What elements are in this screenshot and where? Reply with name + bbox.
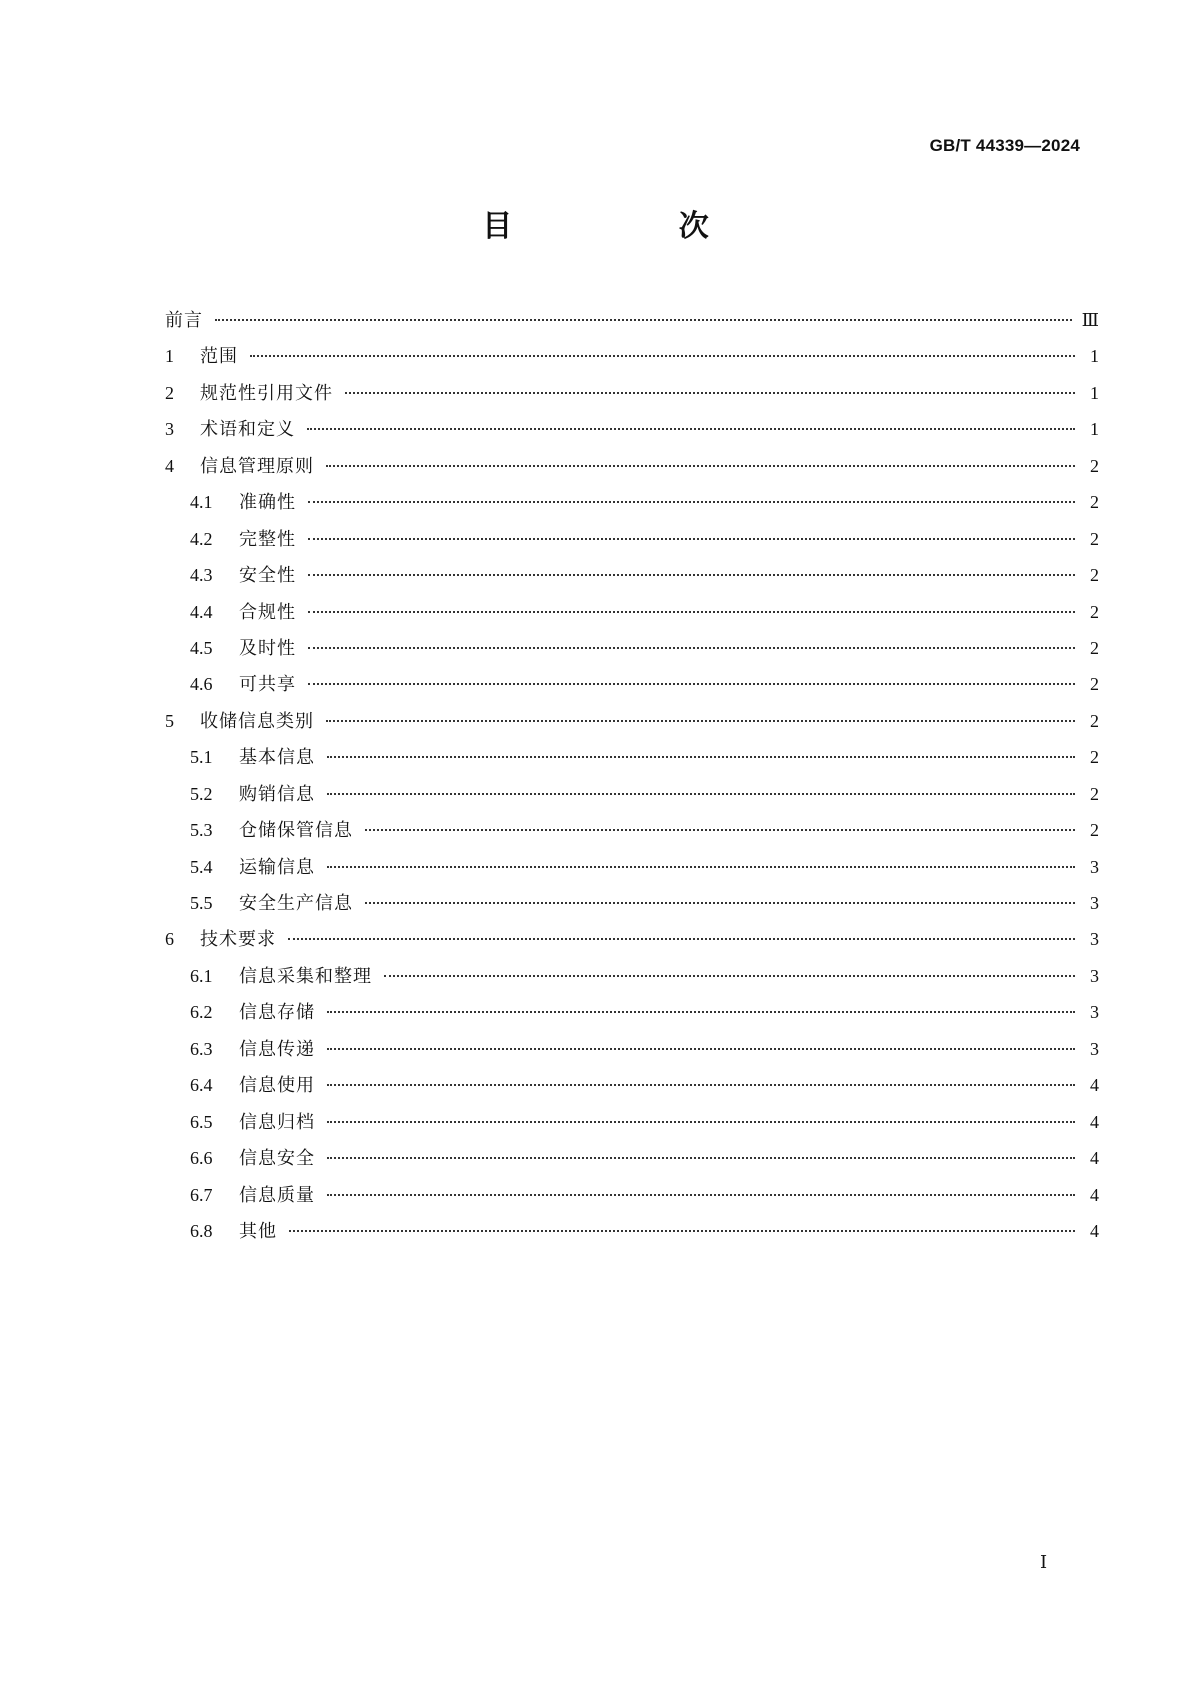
- toc-dot-leader: [345, 391, 1075, 394]
- toc-dot-leader: [250, 354, 1075, 357]
- toc-entry-number: 6: [165, 929, 174, 950]
- toc-entry-title: 技术要求: [200, 929, 276, 951]
- toc-entry-page: 3: [1090, 856, 1099, 877]
- toc-entry-title: 收储信息类别: [200, 710, 314, 732]
- toc-dot-leader: [327, 1010, 1075, 1013]
- toc-entry-page: 2: [1090, 710, 1099, 731]
- toc-entry-number: 6.2: [190, 1002, 213, 1023]
- toc-dot-leader: [288, 937, 1075, 940]
- toc-dot-leader: [308, 682, 1075, 685]
- toc-entry[interactable]: [165, 594, 1099, 630]
- toc-entry-page: 1: [1090, 382, 1099, 403]
- toc-entry-page: 4: [1090, 1184, 1099, 1205]
- toc-entry-title: 信息传递: [239, 1038, 315, 1060]
- standard-code: GB/T 44339—2024: [929, 136, 1080, 155]
- toc-entry-title: 术语和定义: [200, 419, 295, 441]
- toc-entry[interactable]: [165, 1140, 1099, 1176]
- toc-dot-leader: [384, 974, 1075, 977]
- toc-entry-title: 运输信息: [239, 856, 315, 878]
- toc-entry-page: 3: [1090, 893, 1099, 913]
- toc-entry-title: 其他: [239, 1220, 277, 1242]
- toc-dot-leader: [327, 755, 1075, 758]
- toc-dot-leader: [365, 901, 1075, 904]
- toc-entry[interactable]: [165, 1104, 1099, 1140]
- page-number: Ⅰ: [1040, 1552, 1048, 1572]
- toc-entry-title: 信息归档: [239, 1111, 315, 1133]
- toc-entry-title: 基本信息: [239, 747, 315, 769]
- toc-entry-page: 2: [1090, 455, 1099, 476]
- toc-entry-number: 4.3: [190, 565, 213, 586]
- toc-entry-title: 准确性: [239, 492, 296, 514]
- toc-entry-number: 5.5: [190, 893, 213, 913]
- toc-entry[interactable]: [165, 849, 1099, 885]
- toc-entry[interactable]: [165, 958, 1099, 994]
- table-of-contents: [165, 302, 1099, 1249]
- toc-entry-number: 4.1: [190, 492, 213, 513]
- toc-entry-number: 4.5: [190, 637, 213, 658]
- toc-entry-number: 6.4: [190, 1075, 213, 1096]
- toc-entry-title: 规范性引用文件: [200, 382, 333, 404]
- toc-dot-leader: [289, 1229, 1075, 1232]
- toc-entry-page: 3: [1090, 929, 1099, 950]
- toc-entry-title: 信息采集和整理: [239, 965, 372, 987]
- toc-entry[interactable]: [165, 812, 1099, 848]
- toc-entry-number: 6.8: [190, 1220, 213, 1241]
- toc-entry-page: 4: [1090, 1220, 1099, 1241]
- toc-entry[interactable]: [165, 338, 1099, 374]
- toc-entry[interactable]: [165, 630, 1099, 666]
- toc-entry[interactable]: [165, 739, 1099, 775]
- toc-entry-page: 2: [1090, 637, 1099, 658]
- toc-entry-title: 合规性: [239, 601, 296, 623]
- toc-entry-number: 4.6: [190, 674, 213, 695]
- toc-entry-title: 信息质量: [239, 1184, 315, 1206]
- toc-entry[interactable]: [165, 302, 1099, 338]
- toc-dot-leader: [327, 792, 1075, 795]
- toc-entry-page: 4: [1090, 1111, 1099, 1132]
- toc-entry[interactable]: [165, 375, 1099, 411]
- toc-entry-number: 2: [165, 382, 174, 403]
- toc-dot-leader: [308, 500, 1075, 503]
- toc-dot-leader: [327, 1120, 1075, 1123]
- toc-entry-title: 安全性: [239, 565, 296, 587]
- toc-entry-page: 2: [1090, 674, 1099, 695]
- toc-entry-number: 3: [165, 419, 174, 440]
- page-title: 目 次: [482, 209, 787, 244]
- toc-entry-number: 5.3: [190, 820, 213, 841]
- toc-entry-page: Ⅲ: [1081, 310, 1099, 330]
- toc-dot-leader: [308, 610, 1075, 613]
- toc-entry-number: 5.4: [190, 856, 213, 877]
- toc-dot-leader: [365, 828, 1075, 831]
- toc-entry[interactable]: [165, 776, 1099, 812]
- toc-dot-leader: [308, 537, 1075, 540]
- toc-entry-number: 6.7: [190, 1184, 213, 1205]
- toc-entry-title: 信息安全: [239, 1148, 315, 1170]
- toc-dot-leader: [307, 427, 1075, 430]
- toc-entry-title: 信息管理原则: [200, 455, 314, 477]
- toc-entry-page: 2: [1090, 565, 1099, 586]
- toc-entry-title: 前言: [165, 310, 203, 331]
- toc-dot-leader: [327, 865, 1075, 868]
- toc-entry-page: 4: [1090, 1075, 1099, 1096]
- toc-dot-leader: [326, 464, 1075, 467]
- toc-entry-title: 及时性: [239, 637, 296, 659]
- toc-entry-number: 6.5: [190, 1111, 213, 1132]
- toc-dot-leader: [327, 1193, 1075, 1196]
- toc-entry-number: 1: [165, 346, 174, 367]
- toc-entry[interactable]: [165, 557, 1099, 593]
- toc-entry[interactable]: [165, 411, 1099, 447]
- toc-entry[interactable]: [165, 921, 1099, 957]
- toc-entry-title: 安全生产信息: [239, 893, 353, 914]
- toc-entry[interactable]: [165, 484, 1099, 520]
- toc-entry-number: 6.6: [190, 1148, 213, 1169]
- toc-entry-page: 2: [1090, 528, 1099, 549]
- toc-entry-title: 信息存储: [239, 1002, 315, 1024]
- toc-entry-page: 3: [1090, 1038, 1099, 1059]
- toc-entry-page: 2: [1090, 820, 1099, 841]
- toc-dot-leader: [308, 573, 1075, 576]
- toc-dot-leader: [326, 719, 1075, 722]
- toc-entry[interactable]: [165, 1177, 1099, 1213]
- toc-entry-page: 3: [1090, 1002, 1099, 1023]
- toc-entry[interactable]: [165, 1213, 1099, 1249]
- toc-entry-page: 1: [1090, 346, 1099, 367]
- toc-entry-title: 信息使用: [239, 1075, 315, 1097]
- toc-entry-page: 2: [1090, 601, 1099, 622]
- toc-entry[interactable]: [165, 994, 1099, 1030]
- toc-entry-page: 2: [1090, 492, 1099, 513]
- toc-dot-leader: [308, 646, 1075, 649]
- toc-dot-leader: [327, 1047, 1075, 1050]
- toc-entry-number: 5.2: [190, 783, 213, 804]
- toc-entry[interactable]: [165, 703, 1099, 739]
- toc-dot-leader: [327, 1156, 1075, 1159]
- toc-entry-page: 4: [1090, 1148, 1099, 1169]
- toc-entry[interactable]: [165, 1067, 1099, 1103]
- toc-entry-page: 1: [1090, 419, 1099, 440]
- toc-entry-title: 范围: [200, 346, 238, 368]
- toc-entry-title: 完整性: [239, 528, 296, 550]
- toc-entry-page: 2: [1090, 783, 1099, 804]
- toc-entry-title: 购销信息: [239, 783, 315, 805]
- toc-entry-page: 3: [1090, 965, 1099, 986]
- toc-entry-number: 4.2: [190, 528, 213, 549]
- toc-entry-number: 5.1: [190, 747, 213, 768]
- toc-entry-number: 4.4: [190, 601, 213, 622]
- toc-entry-number: 5: [165, 710, 174, 731]
- toc-entry[interactable]: [165, 448, 1099, 484]
- toc-entry[interactable]: [165, 1031, 1099, 1067]
- toc-entry-number: 6.3: [190, 1038, 213, 1059]
- toc-entry-number: 6.1: [190, 965, 213, 986]
- toc-entry-title: 可共享: [239, 674, 296, 696]
- toc-entry-number: 4: [165, 455, 174, 476]
- toc-dot-leader: [215, 318, 1072, 321]
- toc-entry-title: 仓储保管信息: [239, 820, 353, 842]
- toc-dot-leader: [327, 1083, 1075, 1086]
- toc-entry[interactable]: [165, 521, 1099, 557]
- toc-entry[interactable]: [165, 666, 1099, 702]
- toc-entry[interactable]: [165, 885, 1099, 921]
- toc-entry-page: 2: [1090, 747, 1099, 768]
